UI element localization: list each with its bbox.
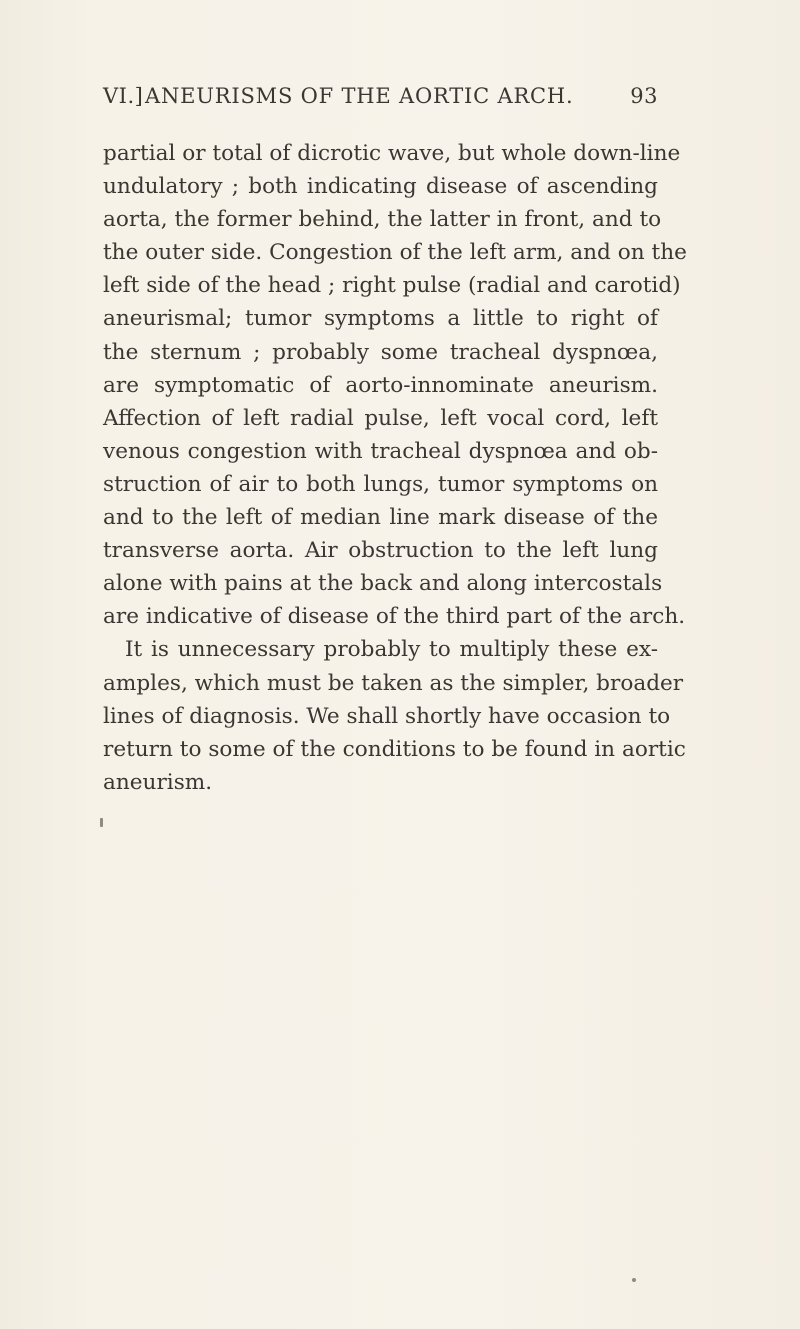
text-line: amples, which must be taken as the simpler, broader [103,670,684,696]
text-line: are indicative of disease of the third part of the arch. [103,604,686,630]
running-head [103,84,658,116]
text-line: the outer side. Congestion of the left arm, and on the [103,240,687,266]
page-number: 93 [630,84,658,108]
text-line: venous congestion with tracheal dyspnœa and ob- [103,438,658,464]
text-line: transverse aorta. Air obstruction to the left lung [103,538,658,564]
text-line: left side of the head ; right pulse (radial and carotid) [103,273,681,299]
running-title: ANEURISMS OF THE AORTIC ARCH. [145,84,574,108]
text-line: It is unnecessary probably to multiply these ex- [125,637,658,663]
text-line: Affection of left radial pulse, left vocal cord, left [103,405,658,431]
text-line: aorta, the former behind, the latter in front, and to [103,207,662,233]
text-line: alone with pains at the back and along intercostals [103,571,663,597]
text-line: return to some of the conditions to be found in aortic [103,736,686,762]
text-line: struction of air to both lungs, tumor symptoms on [103,471,658,497]
text-line: aneurism. [103,769,213,795]
chapter-number: VI.] [103,84,144,108]
text-line: partial or total of dicrotic wave, but whole down-line [103,141,681,166]
text-line: the sternum ; probably some tracheal dyspnœa, [103,339,658,365]
paper-speck [632,1278,636,1282]
text-line: and to the left of median line mark disease of the [103,505,658,531]
text-line: aneurismal; tumor symptoms a little to right of [103,306,658,332]
text-line: lines of diagnosis. We shall shortly have occasion to [103,703,671,729]
body-text [103,137,687,799]
text-line: undulatory ; both indicating disease of ascending [103,174,658,200]
paper-speck [100,818,103,827]
text-line: are symptomatic of aorto-innominate aneurism. [103,372,658,398]
